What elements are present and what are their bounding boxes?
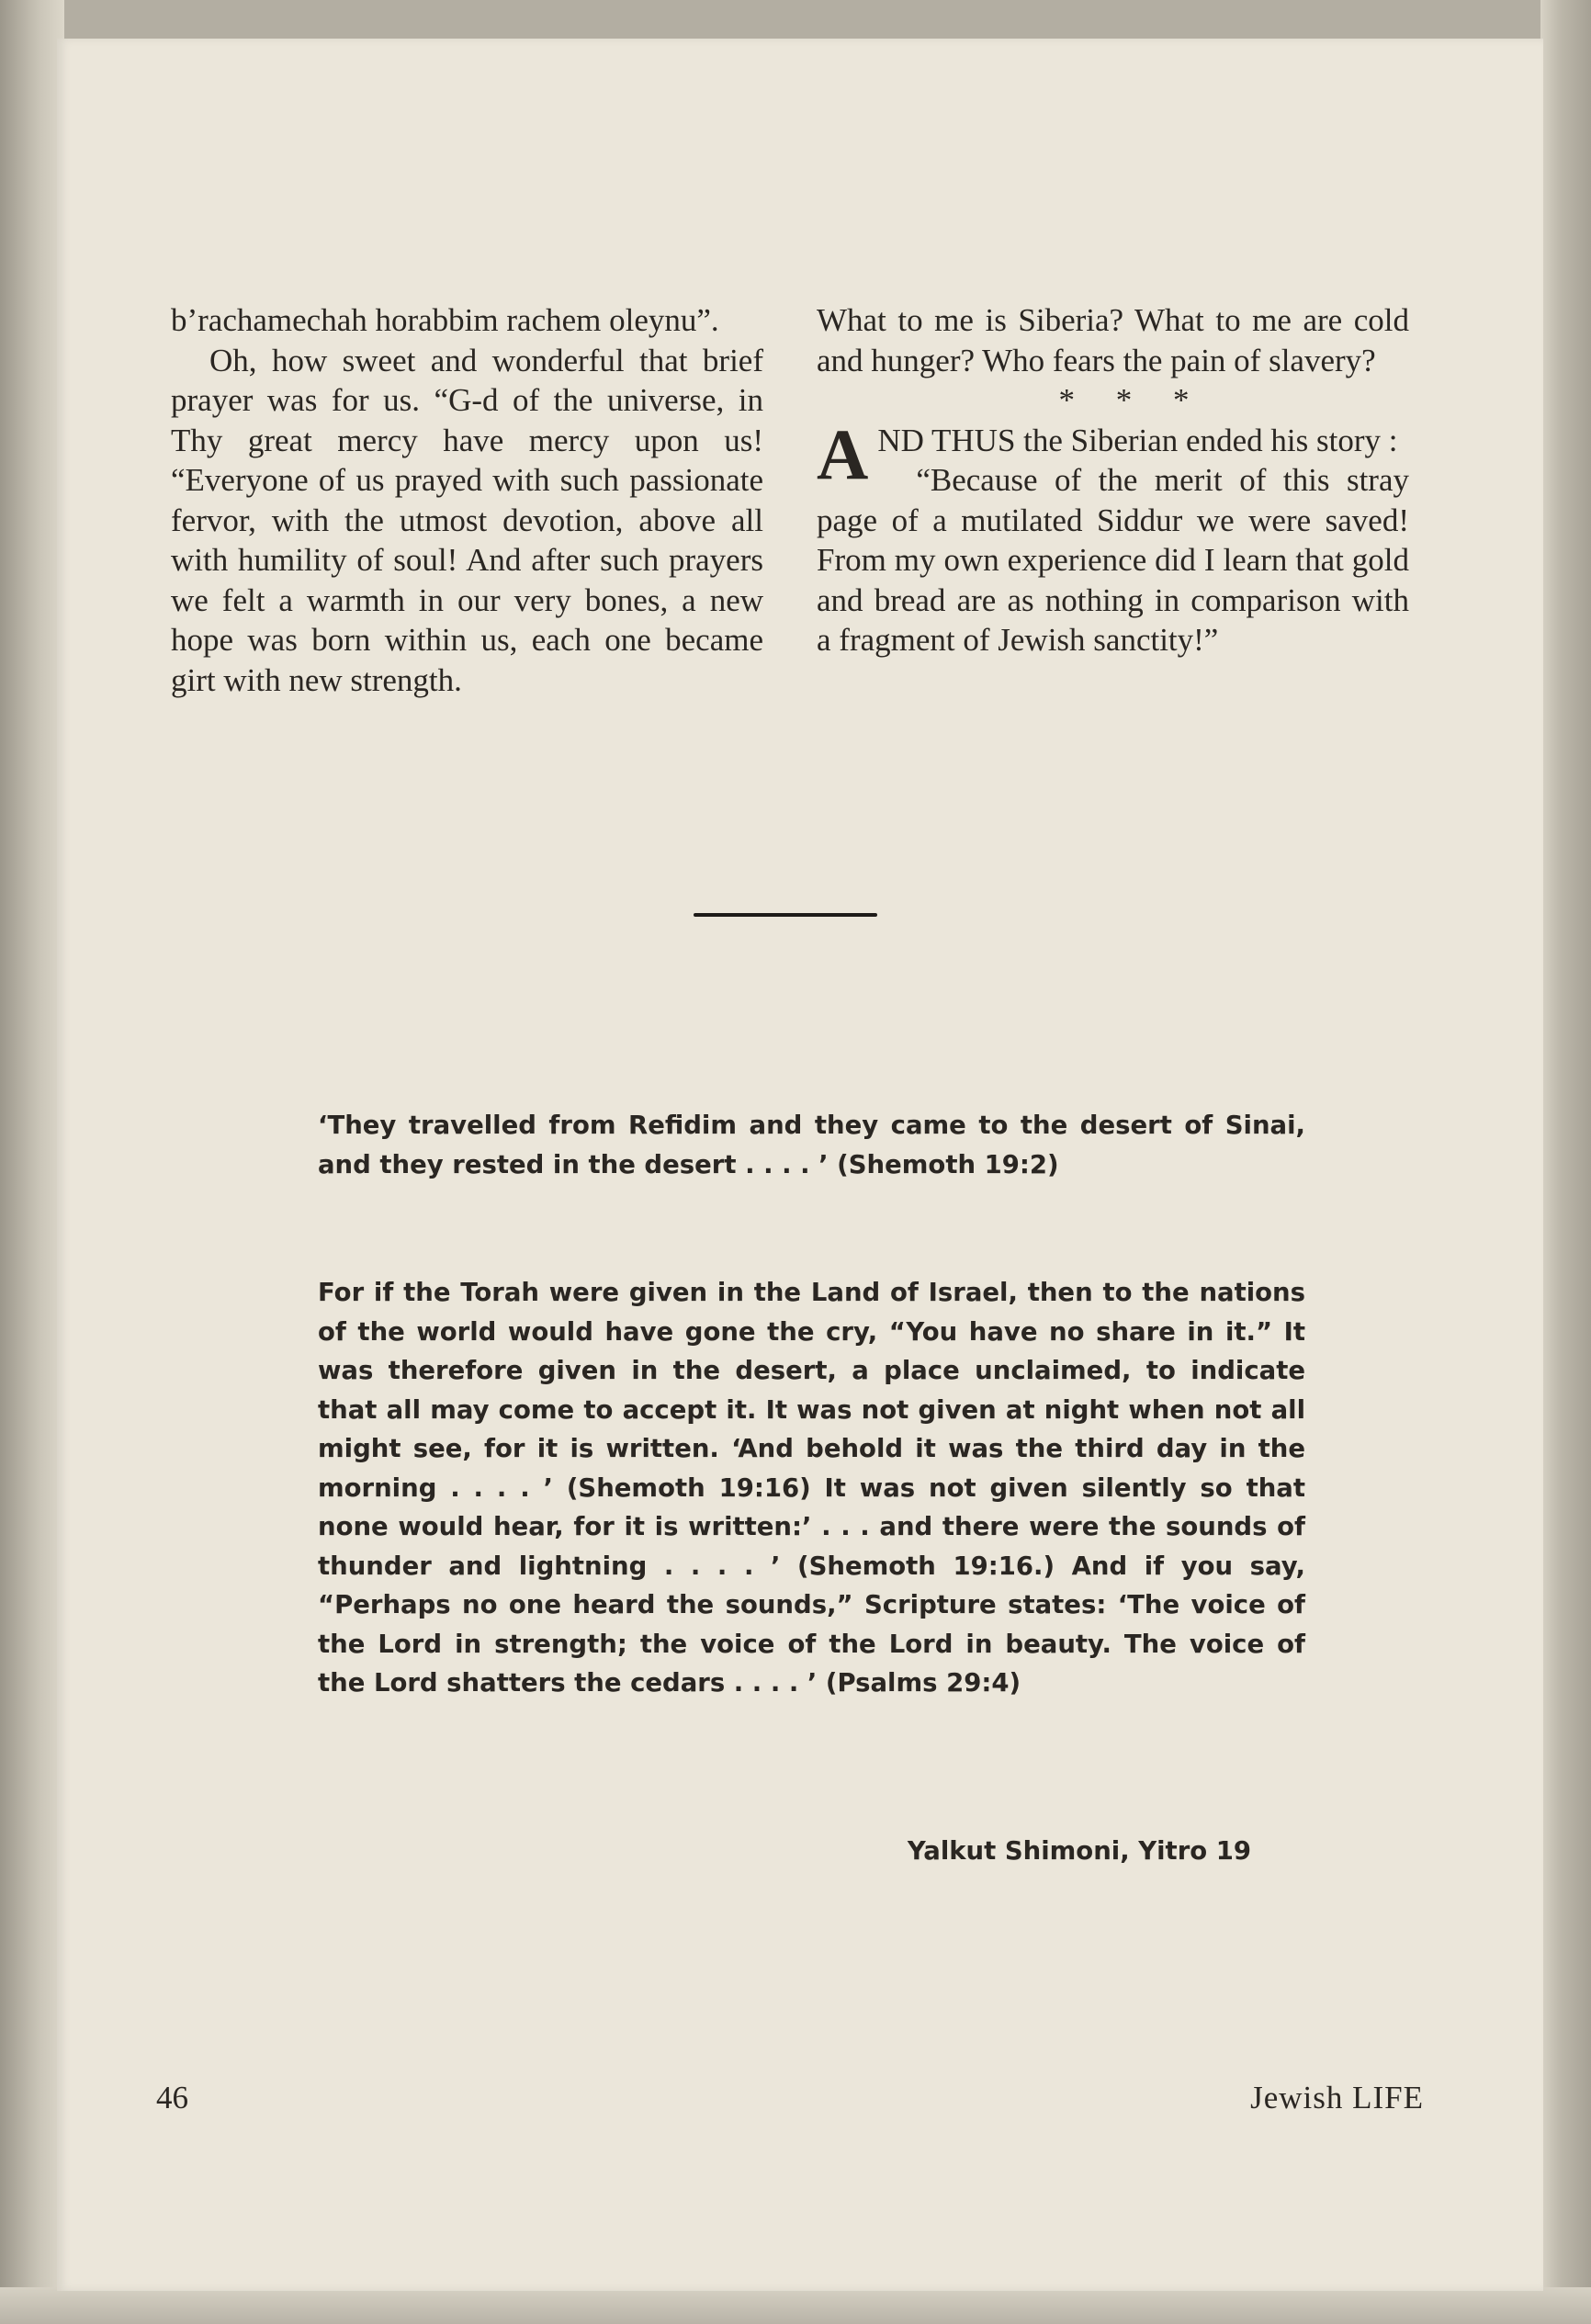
drop-cap-letter: A xyxy=(817,413,869,494)
publication-name-footer: Jewish LIFE xyxy=(1250,2080,1424,2115)
left-paragraph-2: Oh, how sweet and wonderful that brief prayer was for us. “G-d of the universe, in Thy great mercy have mercy upon us! “Everyone of us prayed with such passionate fervor, with the utmost devotion, above all with humility of soul! And after such prayers we felt a warmth in our very bones, a new hope was born within us, each one became girt with new strength. xyxy=(171,342,763,698)
scan-binding-edge xyxy=(0,0,64,2324)
torah-verse-text: ‘They travelled from Refidim and they came to the desert of Sinai, and they rested in the desert . . . . ’ (Shemoth 19:2) xyxy=(318,1111,1305,1179)
midrash-commentary-block xyxy=(318,1273,1305,1703)
right-intro-paragraph: What to me is Siberia? What to me are cold and hunger? Who fears the pain of slavery? xyxy=(817,302,1409,378)
section-divider-rule xyxy=(694,913,877,917)
left-text-column xyxy=(171,300,763,700)
story-ending-paragraph xyxy=(817,413,1409,494)
left-paragraph-1: b’rachamechah horabbim rachem oleynu”. xyxy=(171,302,719,338)
torah-verse-block xyxy=(318,1106,1305,1184)
section-separator: * * * xyxy=(1058,382,1206,418)
scan-right-edge xyxy=(1540,0,1591,2324)
page-number: 46 xyxy=(156,2080,188,2115)
scan-bottom-edge xyxy=(0,2287,1591,2324)
quote-source-citation: Yalkut Shimoni, Yitro 19 xyxy=(907,1836,1251,1866)
magazine-page xyxy=(57,39,1543,2291)
siberian-quote-paragraph: “Because of the merit of this stray page of a mutilated Siddur we were saved! From my own experience did I learn that gold and bread are as nothing in comparison with a fragment of Jewish sanctity!” xyxy=(817,462,1409,658)
midrash-commentary-text: For if the Torah were given in the Land of Israel, then to the nations of the world would have gone the cry, “You have no share in it.” It was therefore given in the desert, a place unclaimed, to indicate that all may come to accept it. It was not given at night when not all might see, for it is written. ‘And behold it was the third day in the morning . . . . ’ (Shemoth 19:16) It was not given silently so that none would hear, for it is written:’ . . . and there were the sounds of thunder and lightning . . . . ’ (Shemoth 19:16.) And if you say, “Perhaps no one heard the sounds,” Scripture states: ‘The voice of the Lord in strength; the voice of the Lord in beauty. The voice of the Lord shatters the cedars . . . . ’ (Psalms 29:4) xyxy=(318,1278,1305,1698)
right-text-column xyxy=(817,300,1409,660)
story-ending-text: ND THUS the Siberian ended his story : xyxy=(877,422,1398,458)
